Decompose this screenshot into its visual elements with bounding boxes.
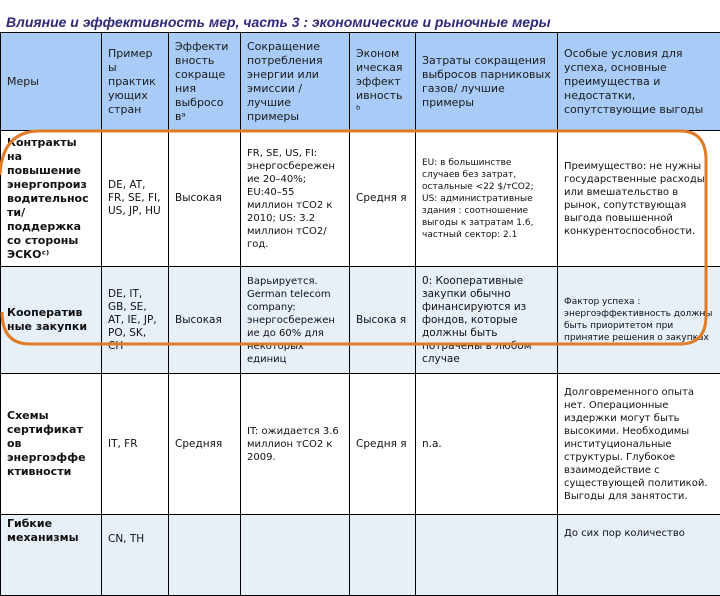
cell-measure: Гибкие механизмы — [1, 515, 102, 596]
cell-reduction: FR, SE, US, FI: энергосбережен ие 20–40%; EU:40–55 миллион тCO2 к 2010; US: 3.2 миллион тCO2/год. — [241, 131, 350, 267]
header-measures: Меры — [1, 33, 102, 131]
table-row — [1, 374, 720, 515]
cell-cost-effectiveness: Средня я — [350, 374, 416, 515]
header-countries: Пример ы практик ующих стран — [102, 33, 169, 131]
page-title: Влияние и эффективность мер, часть 3 : экономические и рыночные меры — [6, 14, 551, 30]
cell-measure: Контракты на повышение энергопроиз водительнос ти/ поддержка со стороны ЭСКОᶜ⁾ — [1, 131, 102, 267]
cell-reduction — [241, 515, 350, 596]
cell-countries: DE, IT, GB, SE, AT, IE, JP, PO, SK, CH — [102, 267, 169, 374]
cell-measure: Кооператив ные закупки — [1, 267, 102, 374]
cell-countries: IT, FR — [102, 374, 169, 515]
cell-reduction: IT: ожидается 3.6 миллион тCO2 к 2009. — [241, 374, 350, 515]
header-reduction: Сокращение потребления энергии или эмиссии / лучшие примеры — [241, 33, 350, 131]
cell-conditions: Фактор успеха : энергоэффективность должны быть приоритетом при принятие решения о закупках — [558, 267, 720, 374]
cell-cost-effectiveness: Средня я — [350, 131, 416, 267]
cell-countries: CN, TH — [102, 515, 169, 596]
table-row — [1, 267, 720, 374]
cell-countries: DE, AT, FR, SE, FI, US, JP, HU — [102, 131, 169, 267]
cell-conditions: До сих пор количество — [558, 515, 720, 596]
cell-cost-effectiveness — [350, 515, 416, 596]
cell-measure: Схемы сертификат ов энергоэффе ктивности — [1, 374, 102, 515]
cell-cost-effectiveness: Высока я — [350, 267, 416, 374]
cell-costs: EU: в большинстве случаев без затрат, остальные <22 $/тCO2; US: административные здания : соотношение выгоды к затратам 1.6, частный сектор: 2.1 — [416, 131, 558, 267]
measures-table — [0, 32, 720, 596]
header-row — [1, 33, 720, 131]
cell-reduction: Варьируется. German telecom company: энергосбережен ие до 60% для некоторых единиц — [241, 267, 350, 374]
header-cost-effectiveness: Эконом ическая эффект ивность ᵇ — [350, 33, 416, 131]
table-row — [1, 515, 720, 596]
cell-effectiveness: Средняя — [169, 374, 241, 515]
cell-costs: 0: Кооперативные закупки обычно финансируются из фондов, которые должны быть потрачены в любом случае — [416, 267, 558, 374]
cell-effectiveness — [169, 515, 241, 596]
cell-costs: n.a. — [416, 374, 558, 515]
cell-effectiveness: Высокая — [169, 267, 241, 374]
table-row — [1, 131, 720, 267]
header-costs: Затраты сокращения выбросов парниковых газов/ лучшие примеры — [416, 33, 558, 131]
cell-conditions: Долговременного опыта нет. Операционные издержки могут быть высокими. Необходимы институциональные структуры. Глубокое взаимодействие с существующей политикой. Выгоды для занятости. — [558, 374, 720, 515]
header-conditions: Особые условия для успеха, основные преимущества и недостатки, сопутствующие выгоды — [558, 33, 720, 131]
cell-costs — [416, 515, 558, 596]
cell-effectiveness: Высокая — [169, 131, 241, 267]
cell-conditions: Преимущество: не нужны государственные расходы или вмешательство в рынок, сопутствующая выгода повышенной конкурентоспособности. — [558, 131, 720, 267]
header-effectiveness: Эффекти вность сокраще ния выбросо вᵃ — [169, 33, 241, 131]
